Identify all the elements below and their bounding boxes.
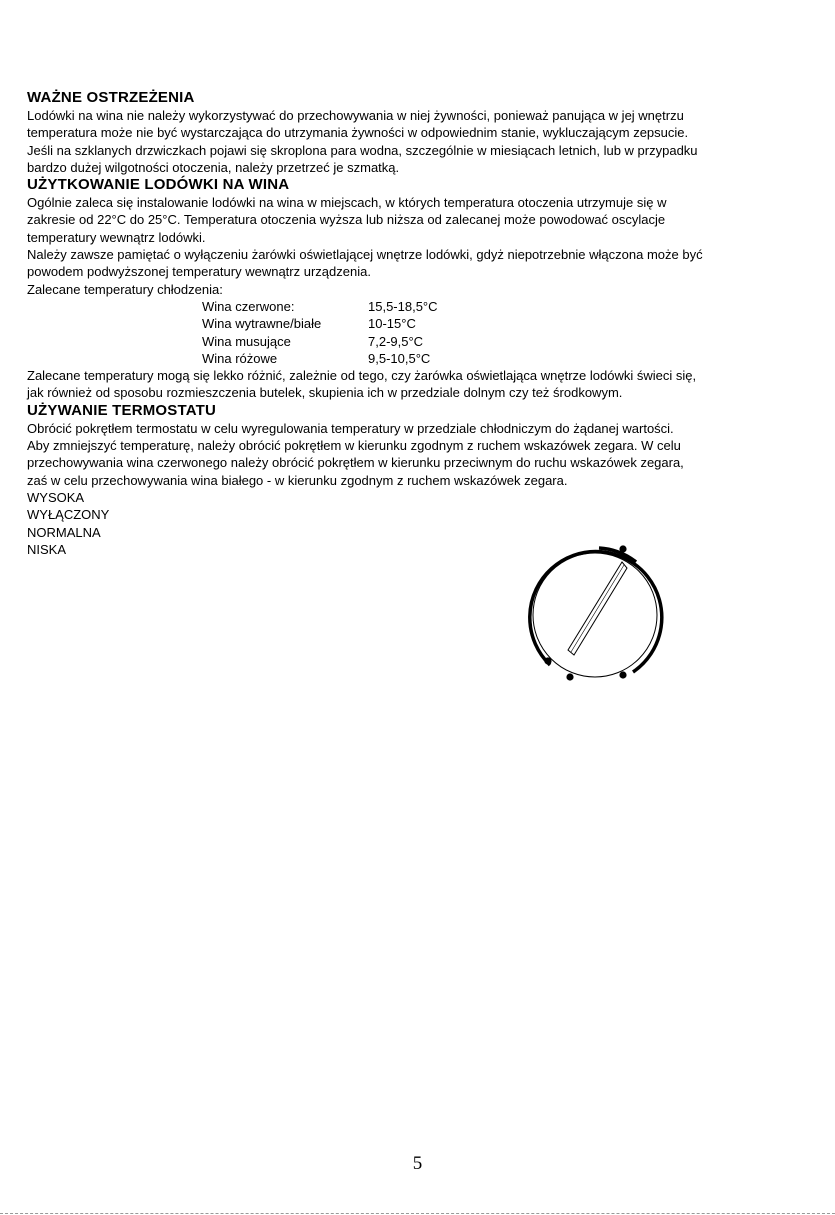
- setting-label-low: NISKA: [27, 541, 67, 557]
- text-line: zakresie od 22°C do 25°C. Temperatura otoczenia wyższa lub niższa od zalecanej może powodować oscylacje: [27, 212, 666, 228]
- temperature-value: 9,5-10,5°C: [368, 350, 431, 366]
- text-line: Aby zmniejszyć temperaturę, należy obrócić pokrętłem w kierunku zgodnym z ruchem wskazówek zegara. W celu: [27, 438, 681, 454]
- temperature-row: [27, 350, 807, 367]
- temperature-value: 15,5-18,5°C: [368, 298, 438, 314]
- wine-type: Wina musujące: [202, 333, 291, 349]
- thermostat-settings-list: [27, 489, 807, 558]
- temperature-row: [27, 298, 807, 315]
- text-line: Obrócić pokrętłem termostatu w celu wyregulowania temperatury w przedziale chłodniczym do żądanej wartości.: [27, 420, 674, 436]
- thermostat-heading: UŻYWANIE TERMOSTATU: [27, 401, 217, 419]
- text-line: przechowywania wina czerwonego należy obrócić pokrętłem w kierunku przeciwnym do ruchu wskazówek zegara,: [27, 455, 684, 471]
- usage-text: [27, 194, 807, 298]
- dial-dot-off: [544, 657, 551, 664]
- setting-label-normal: NORMALNA: [27, 524, 101, 540]
- page-number: 5: [412, 1153, 423, 1174]
- text-line: bardzo dużej wilgotności otoczenia, należy przetrzeć je szmatką.: [27, 159, 400, 175]
- temperature-row: [27, 333, 807, 350]
- usage-note: [27, 367, 807, 402]
- text-line: Zalecane temperatury chłodzenia:: [27, 281, 223, 297]
- thermostat-text: [27, 420, 807, 489]
- text-line: Jeśli na szklanych drzwiczkach pojawi się skroplona para wodna, szczególnie w miesiącach letnich, lub w przypadku: [27, 142, 698, 158]
- dial-dot-low: [619, 671, 626, 678]
- setting-label-high: WYSOKA: [27, 489, 85, 505]
- text-line: jak również od sposobu rozmieszczenia butelek, skupienia ich w przedziale dolnym czy też środkowym.: [27, 385, 623, 401]
- thermostat-dial-icon: [524, 540, 674, 690]
- text-line: Ogólnie zaleca się instalowanie lodówki na wina w miejscach, w których temperatura otoczenia utrzymuje się w: [27, 195, 667, 211]
- dial-dot-high: [619, 545, 626, 552]
- text-line: zaś w celu przechowywania wina białego - w kierunku zgodnym z ruchem wskazówek zegara.: [27, 472, 568, 488]
- text-line: powodem podwyższonej temperatury wewnątrz urządzenia.: [27, 264, 371, 280]
- text-line: Należy zawsze pamiętać o wyłączeniu żarówki oświetlającej wnętrze lodówki, gdyż niepotrzebnie włączona może być: [27, 247, 703, 263]
- temperature-value: 7,2-9,5°C: [368, 333, 424, 349]
- text-line: Lodówki na wina nie należy wykorzystywać do przechowywania w niej żywności, ponieważ panująca w jej wnętrzu: [27, 108, 684, 123]
- text-line: Zalecane temperatury mogą się lekko różnić, zależnie od tego, czy żarówka oświetlająca wnętrze lodówki świeci się,: [27, 368, 697, 384]
- usage-heading: UŻYTKOWANIE LODÓWKI NA WINA: [27, 176, 290, 194]
- text-line: temperatury wewnątrz lodówki.: [27, 229, 206, 245]
- temperature-table: [27, 298, 807, 367]
- wine-type: Wina czerwone:: [202, 298, 295, 314]
- warning-text: [27, 107, 807, 176]
- setting-label-off: WYŁĄCZONY: [27, 507, 110, 523]
- dial-dot-normal: [566, 673, 573, 680]
- wine-type: Wina różowe: [202, 350, 278, 366]
- warning-heading: WAŻNE OSTRZEŻENIA: [27, 89, 195, 106]
- document-page: [27, 89, 807, 558]
- wine-type: Wina wytrawne/białe: [202, 316, 322, 332]
- text-line: temperatura może nie być wystarczająca do utrzymania żywności w odpowiednim stanie, wykluczającym zepsucie.: [27, 125, 689, 141]
- temperature-value: 10-15°C: [368, 316, 416, 332]
- temperature-row: [27, 315, 807, 332]
